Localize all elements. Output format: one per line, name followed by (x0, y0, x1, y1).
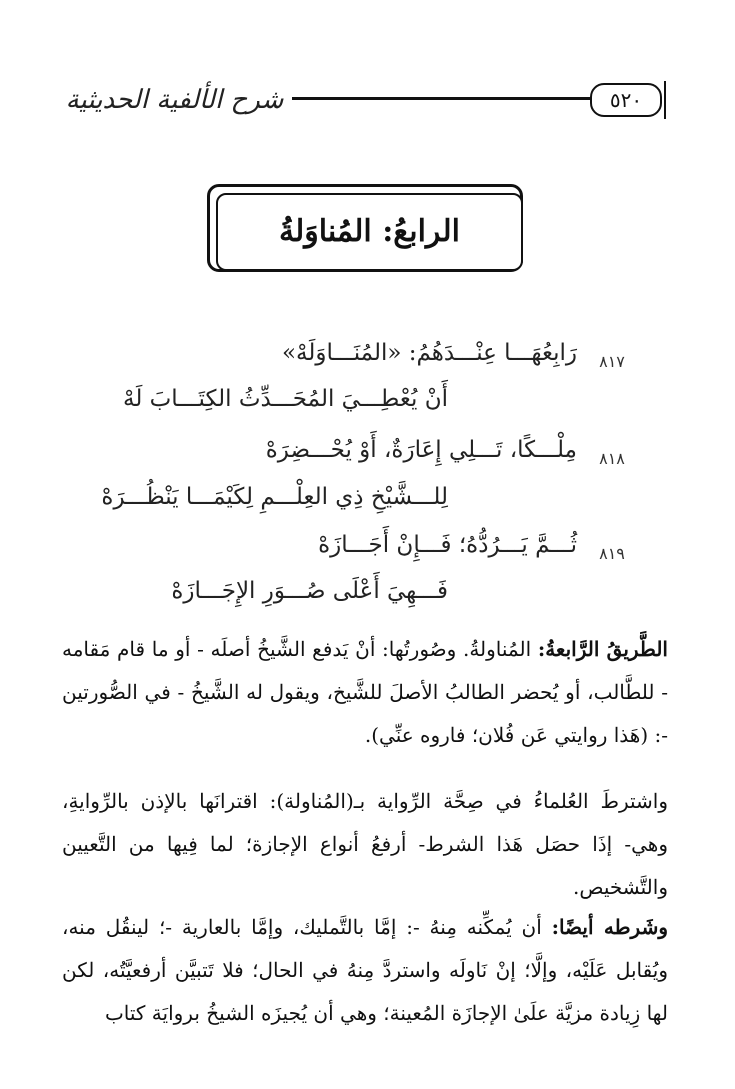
paragraph-lead: وشَرطه أيضًا: (551, 915, 669, 939)
running-title: شرح الألفية الحديثية (65, 85, 284, 115)
paragraph-lead: الطَّريقُ الرَّابعةُ: (537, 637, 668, 661)
paragraph (62, 906, 668, 1035)
verse-number: ٨١٩ (599, 544, 625, 563)
verse-number: ٨١٧ (599, 352, 625, 371)
paragraph (62, 780, 668, 909)
verse-second-hemistich: فَـــهِيَ أَعْلَى صُـــوَرِ الإِجَـــازَهْ (171, 578, 448, 604)
header-rule (292, 97, 592, 100)
paragraph-text: واشترطَ العُلماءُ في صِحَّة الرِّواية بـ(المُناولة): اقترانَها بالإذن بالرِّوايةِ، وهي- إذَا حصَل هَذا الشرط- أرفعُ أنواع الإجازة؛ لما فِيها من التَّعيين والتَّشخيص. (62, 789, 668, 899)
section-title: الرابعُ: المُناوَلةُ (216, 193, 523, 271)
paragraph-text: أن يُمكِّنه مِنهُ -: إمَّا بالتَّمليك، وإمَّا بالعارية -؛ لينقُل منه، ويُقابل عَلَيْه، وإلَّا؛ إنْ نَاولَه واستردَّ مِنهُ في الحال؛ فلا تَتبيَّن أرفعيَّتُه، لكن لها زِيادة مزيَّة علَىٰ الإجازَة المُعينة؛ وهي أن يُجيزَه الشيخُ بروايَة كتاب (62, 915, 668, 1025)
verse-first-hemistich: ثُـــمَّ يَـــرُدُّهُ؛ فَـــإِنْ أَجَـــازَهْ (318, 532, 577, 558)
verse-first-hemistich: مِلْـــكًا، تَـــلِي إِعَارَةٌ، أَوْ يُحْـــضِرَهْ (265, 437, 577, 463)
page-number: ٥٢٠ (590, 83, 662, 117)
paragraph-text: المُناولةُ. وصُورتُها: أنْ يَدفع الشَّيخُ أصلَه - أو ما قام مَقامه - للطَّالب، أو يُحضر الطالبُ الأصلَ للشَّيخ، ويقول له الشَّيخُ - في الصُّورتين -: (هَذا روايتي عَن فُلان؛ فاروه عنِّي). (62, 637, 668, 747)
verse-first-hemistich: رَابِعُهَـــا عِنْـــدَهُمُ: «المُنَـــاوَلَهْ» (281, 340, 577, 366)
verse-second-hemistich: لِلـــشَّيْخِ ذِي العِلْـــمِ لِكَيْمَـــا يَنْظُـــرَهْ (101, 484, 448, 510)
paragraph (62, 628, 668, 757)
verse-number: ٨١٨ (599, 449, 625, 468)
verse-second-hemistich: أَنْ يُعْطِـــيَ المُحَـــدِّثُ الكِتَـــابَ لَهْ (122, 386, 448, 412)
